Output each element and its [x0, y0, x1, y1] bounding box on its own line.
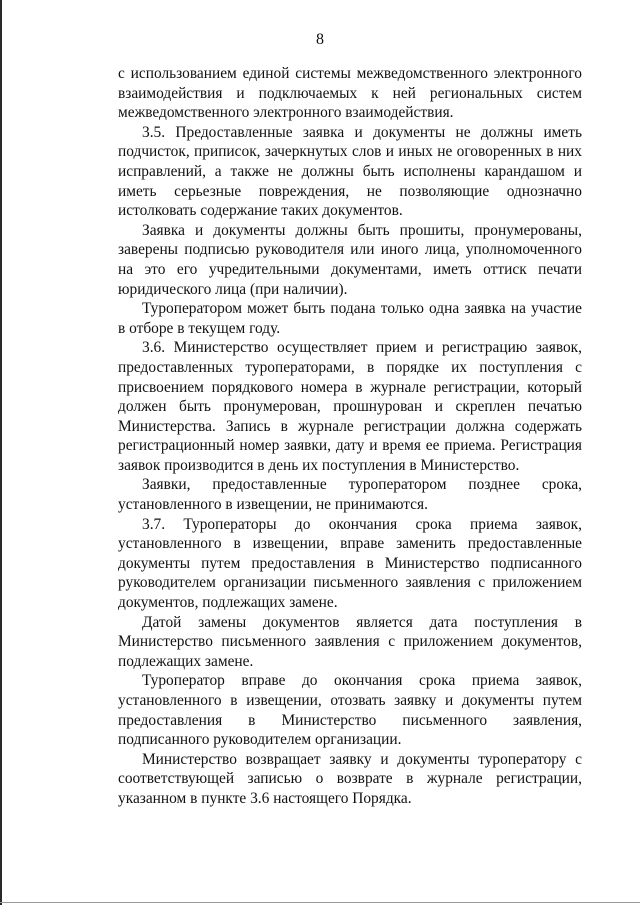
paragraph-continuation: с использованием единой системы межведомственного электронного взаимодействия и подключаемых к ней региональных систем межведомственного электронного взаимодействия. [118, 65, 582, 122]
paragraph-replacement-date: Датой замены документов является дата поступления в Министерство письменного заявления с приложением документов, подлежащих замене. [118, 613, 582, 670]
paragraph-single-application: Туроператором может быть подана только одна заявка на участие в отборе в текущем году. [118, 300, 582, 337]
paragraph-3-6: 3.6. Министерство осуществляет прием и регистрацию заявок, предоставленных туроператорами, в порядке их поступления с присвоением порядкового номера в журнале регистрации, который должен быть пронумерован, прошнурован и скреплен печатью Министерства. Запись в журнале регистрации должна содержать регистрационный номер заявки, дату и время ее приема. Регистрация заявок производится в день их поступления в Министерство. [118, 339, 582, 474]
page-number: 8 [316, 31, 324, 48]
paragraph-withdrawal: Туроператор вправе до окончания срока приема заявок, установленного в извещении, отозвать заявку и документы путем предоставления в Министерство письменного заявления, подписанного руководителем организации. [118, 672, 582, 749]
paragraph-stitching-requirements: Заявка и документы должны быть прошиты, пронумерованы, заверены подписью руководителя или иного лица, уполномоченного на это его учредительными документами, иметь оттиск печати юридического лица (при наличии). [118, 221, 582, 298]
paragraph-3-7: 3.7. Туроператоры до окончания срока приема заявок, установленного в извещении, вправе заменить предоставленные документы путем предоставления в Министерство подписанного руководителем организации письменного заявления с приложением документов, подлежащих замене. [118, 515, 582, 612]
paragraph-return: Министерство возвращает заявку и документы туроператору с соответствующей записью о возврате в журнале регистрации, указанном в пункте 3.6 настоящего Порядка. [118, 750, 582, 807]
scan-left-border [0, 0, 2, 905]
paragraph-late-applications: Заявки, предоставленные туроператором позднее срока, установленного в извещении, не принимаются. [118, 476, 582, 514]
document-body [118, 64, 582, 809]
paragraph-3-5: 3.5. Предоставленные заявка и документы не должны иметь подчисток, приписок, зачеркнутых слов и иных не оговоренных в них исправлений, а также не должны быть исполнены карандашом и иметь серьезные повреждения, не позволяющие однозначно истолковать содержание таких документов. [118, 123, 582, 220]
scan-bottom-border [0, 902, 640, 903]
